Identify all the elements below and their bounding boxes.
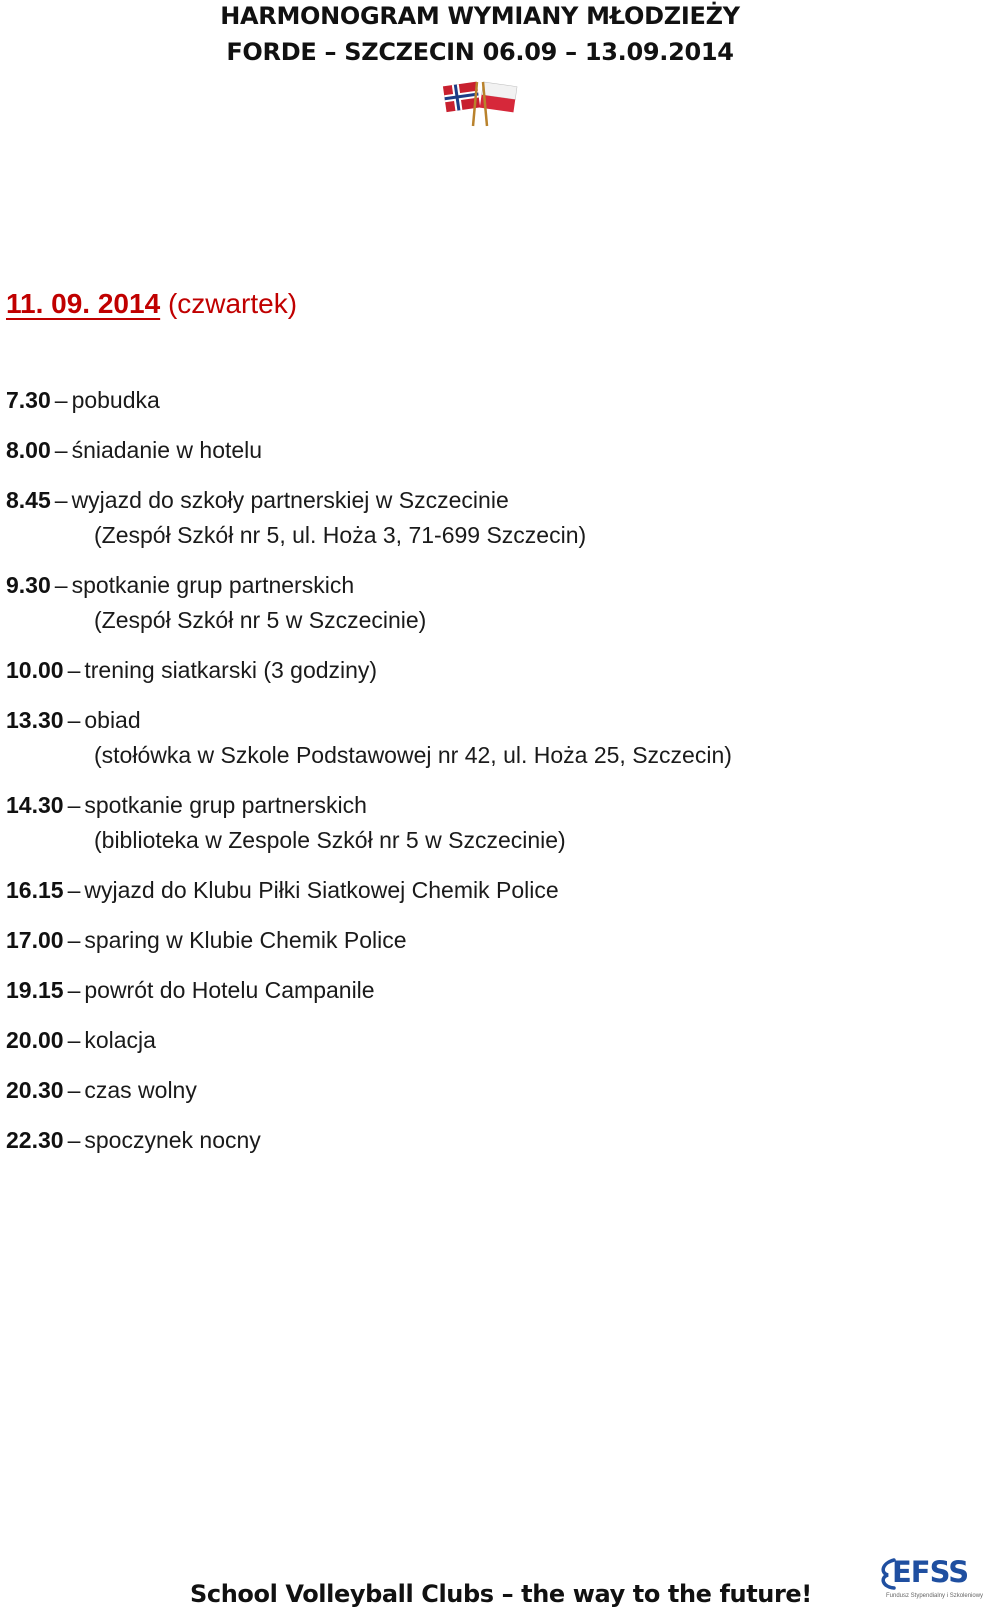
schedule-item: 16.15 – wyjazd do Klubu Piłki Siatkowej Chemik Police: [6, 877, 559, 903]
footer-slogan: School Volleyball Clubs – the way to the future!: [190, 1580, 812, 1608]
schedule-item: 22.30 – spoczynek nocny: [6, 1127, 261, 1153]
schedule-time: 20.30: [6, 1077, 64, 1103]
schedule-detail: (stołówka w Szkole Podstawowej nr 42, ul. Hoża 25, Szczecin): [94, 742, 732, 768]
schedule-time: 8.45: [6, 487, 51, 513]
day-date: 11. 09. 2014: [6, 288, 161, 319]
schedule-time: 10.00: [6, 657, 64, 683]
schedule-item: 10.00 – trening siatkarski (3 godziny): [6, 657, 378, 683]
schedule-activity: spoczynek nocny: [84, 1127, 261, 1153]
schedule-activity: obiad: [84, 707, 141, 733]
schedule-item: 14.30 – spotkanie grup partnerskich: [6, 792, 367, 818]
schedule-activity: czas wolny: [84, 1077, 197, 1103]
page-title-line1: HARMONOGRAM WYMIANY MŁODZIEŻY: [220, 2, 740, 30]
schedule-activity: wyjazd do szkoły partnerskiej w Szczecinie: [71, 487, 509, 513]
schedule-time: 14.30: [6, 792, 64, 818]
schedule-time: 20.00: [6, 1027, 64, 1053]
schedule-activity: spotkanie grup partnerskich: [71, 572, 355, 598]
schedule-item: 8.45 – wyjazd do szkoły partnerskiej w Szczecinie: [6, 487, 509, 513]
schedule-activity: spotkanie grup partnerskich: [84, 792, 367, 818]
schedule-activity: kolacja: [84, 1027, 156, 1053]
day-weekday: (czwartek): [167, 288, 298, 319]
schedule-detail: (Zespół Szkół nr 5 w Szczecinie): [94, 607, 427, 633]
schedule-item: 8.00 – śniadanie w hotelu: [6, 437, 263, 463]
schedule-time: 13.30: [6, 707, 64, 733]
schedule-item: 20.00 – kolacja: [6, 1027, 156, 1053]
schedule-activity: wyjazd do Klubu Piłki Siatkowej Chemik Police: [84, 877, 559, 903]
schedule-item: 13.30 – obiad: [6, 707, 141, 733]
schedule-time: 8.00: [6, 437, 51, 463]
efss-logo-subtext: Fundusz Stypendialny i Szkoleniowy: [886, 1593, 983, 1599]
day-heading: [6, 288, 297, 320]
schedule-activity: pobudka: [71, 387, 160, 413]
schedule-time: 9.30: [6, 572, 51, 598]
schedule-activity: sparing w Klubie Chemik Police: [84, 927, 407, 953]
schedule-time: 7.30: [6, 387, 51, 413]
schedule-item: 19.15 – powrót do Hotelu Campanile: [6, 977, 375, 1003]
efss-logo-text: EFSS: [892, 1555, 969, 1589]
schedule-time: 22.30: [6, 1127, 64, 1153]
schedule-activity: powrót do Hotelu Campanile: [84, 977, 375, 1003]
schedule-item: 20.30 – czas wolny: [6, 1077, 197, 1103]
efss-logo-icon: [878, 1555, 983, 1605]
schedule-activity: śniadanie w hotelu: [71, 437, 263, 463]
norway-poland-flags-icon: [443, 78, 517, 128]
schedule-detail: (biblioteka w Zespole Szkół nr 5 w Szczecinie): [94, 827, 566, 853]
schedule-time: 16.15: [6, 877, 64, 903]
schedule-item: 9.30 – spotkanie grup partnerskich: [6, 572, 355, 598]
schedule-time: 17.00: [6, 927, 64, 953]
schedule-detail: (Zespół Szkół nr 5, ul. Hoża 3, 71-699 Szczecin): [94, 522, 587, 548]
schedule-time: 19.15: [6, 977, 64, 1003]
schedule-activity: trening siatkarski (3 godziny): [84, 657, 378, 683]
schedule-item: 17.00 – sparing w Klubie Chemik Police: [6, 927, 407, 953]
schedule-item: 7.30 – pobudka: [6, 387, 160, 413]
page-title-line2: FORDE – SZCZECIN 06.09 – 13.09.2014: [226, 38, 734, 66]
